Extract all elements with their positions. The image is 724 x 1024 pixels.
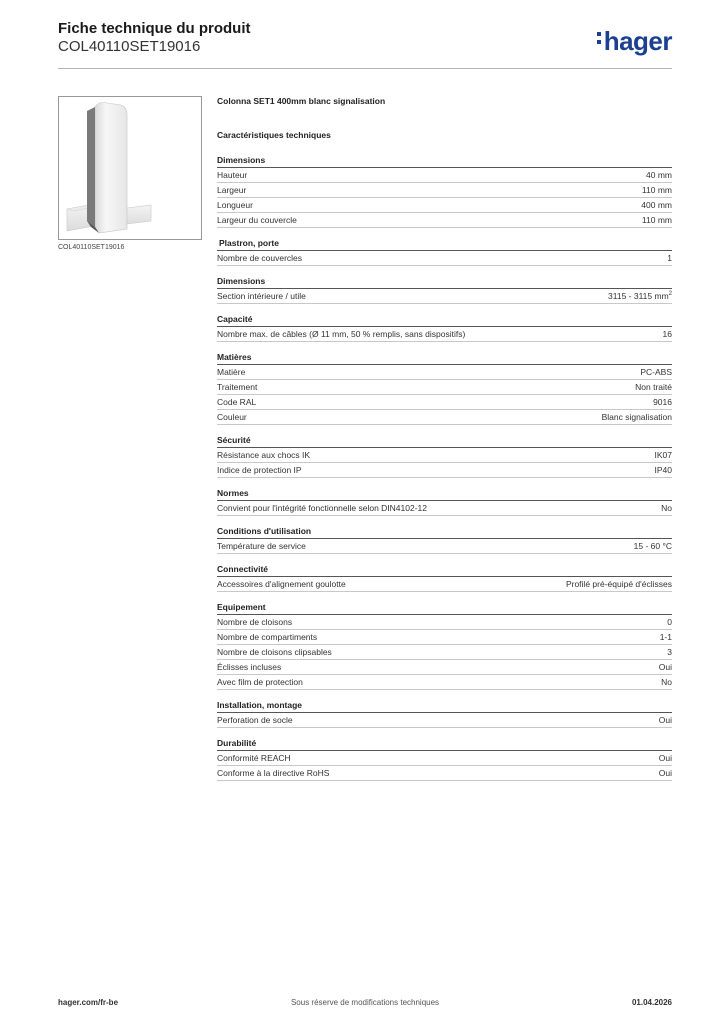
footer-website-link[interactable]: hager.com/fr-be (58, 998, 119, 1007)
spec-section (217, 313, 672, 342)
spec-label: Hauteur (217, 170, 248, 180)
spec-label: Section intérieure / utile (217, 291, 306, 301)
spec-label: Traitement (217, 382, 258, 392)
spec-label: Convient pour l'intégrité fonctionnelle selon DIN4102-12 (217, 503, 428, 513)
section-title: Conditions d'utilisation (217, 525, 672, 539)
spec-row (217, 213, 672, 228)
spec-row (217, 327, 672, 342)
spec-label: Éclisses incluses (217, 662, 282, 672)
spec-value: Oui (658, 715, 672, 725)
spec-value: Oui (658, 768, 672, 778)
spec-label: Nombre de cloisons (217, 617, 293, 627)
spec-label: Nombre max. de câbles (Ø 11 mm, 50 % remplis, sans dispositifs) (217, 329, 466, 339)
spec-value: 9016 (653, 397, 672, 407)
spec-row (217, 463, 672, 478)
spec-label: Température de service (217, 541, 306, 551)
spec-section (217, 487, 672, 516)
spec-row (217, 766, 672, 781)
spec-value: Oui (658, 662, 672, 672)
section-title: Durabilité (217, 737, 672, 751)
spec-label: Matière (217, 367, 246, 377)
spec-label: Nombre de compartiments (217, 632, 318, 642)
header-divider (58, 68, 672, 69)
spec-value: PC-ABS (640, 367, 672, 377)
spec-label: Largeur (217, 185, 247, 195)
spec-label: Accessoires d'alignement goulotte (217, 579, 346, 589)
spec-row (217, 501, 672, 516)
spec-row (217, 660, 672, 675)
spec-row (217, 380, 672, 395)
spec-row (217, 289, 672, 304)
spec-value: 40 mm (646, 170, 672, 180)
section-title: Capacité (217, 313, 672, 327)
footer-date: 01.04.2026 (631, 998, 672, 1007)
spec-value: 16 (662, 329, 672, 339)
logo-text: hager (603, 26, 672, 56)
spec-content (217, 96, 672, 790)
spec-value: 1 (667, 253, 672, 263)
spec-section (217, 434, 672, 478)
spec-label: Nombre de couvercles (217, 253, 303, 263)
spec-label: Longueur (217, 200, 253, 210)
spec-section (217, 737, 672, 781)
spec-value: 110 mm (641, 185, 672, 195)
spec-label: Résistance aux chocs IK (217, 450, 311, 460)
spec-row (217, 251, 672, 266)
spec-row (217, 168, 672, 183)
spec-row (217, 448, 672, 463)
spec-section (217, 601, 672, 690)
spec-value: 15 - 60 °C (633, 541, 672, 551)
spec-label: Conforme à la directive RoHS (217, 768, 330, 778)
section-title: Plastron, porte (217, 237, 672, 251)
spec-row (217, 410, 672, 425)
spec-label: Perforation de socle (217, 715, 293, 725)
spec-row (217, 198, 672, 213)
spec-value-unit-exponent: 2 (668, 291, 672, 298)
product-image (58, 96, 202, 240)
spec-value: Non traité (635, 382, 672, 392)
spec-label: Indice de protection IP (217, 465, 302, 475)
spec-value: No (661, 677, 672, 687)
spec-label: Nombre de cloisons clipsables (217, 647, 332, 657)
spec-value: 3 (667, 647, 672, 657)
spec-row (217, 365, 672, 380)
spec-value: 110 mm (641, 215, 672, 225)
section-title: Connectivité (217, 563, 672, 577)
spec-label: Couleur (217, 412, 247, 422)
spec-value-wrap (608, 289, 672, 303)
image-caption: COL40110SET19016 (58, 244, 125, 251)
spec-value: 3115 - 3115 mm (608, 291, 669, 301)
spec-row (217, 713, 672, 728)
spec-value: No (661, 503, 672, 513)
section-title: Dimensions (217, 154, 672, 168)
spec-value: 400 mm (641, 200, 672, 210)
spec-value: Blanc signalisation (601, 412, 672, 422)
spec-row (217, 615, 672, 630)
section-title: Normes (217, 487, 672, 501)
spec-value: Oui (658, 753, 672, 763)
spec-row (217, 645, 672, 660)
product-name: Colonna SET1 400mm blanc signalisation (217, 96, 386, 106)
spec-row (217, 183, 672, 198)
spec-value: IP40 (654, 465, 672, 475)
spec-row (217, 630, 672, 645)
spec-section (217, 351, 672, 425)
spec-section (217, 563, 672, 592)
hager-logo (597, 26, 672, 57)
spec-section (217, 275, 672, 304)
spec-label: Code RAL (217, 397, 257, 407)
section-title: Matières (217, 351, 672, 365)
footer-notice: Sous réserve de modifications techniques (290, 998, 440, 1007)
spec-row (217, 395, 672, 410)
spec-section (217, 699, 672, 728)
spec-row (217, 751, 672, 766)
spec-row (217, 577, 672, 592)
spec-row (217, 675, 672, 690)
section-title: Dimensions (217, 275, 672, 289)
spec-value: IK07 (654, 450, 672, 460)
section-heading: Caractéristiques techniques (217, 130, 331, 140)
spec-label: Conformité REACH (217, 753, 291, 763)
section-title: Equipement (217, 601, 672, 615)
logo-colon-icon (597, 26, 602, 48)
page-title: Fiche technique du produit (58, 20, 251, 37)
spec-label: Largeur du couvercle (217, 215, 297, 225)
spec-value: 0 (667, 617, 672, 627)
spec-value: Profilé pré-équipé d'éclisses (565, 579, 672, 589)
page-header (58, 20, 672, 68)
section-title: Installation, montage (217, 699, 672, 713)
spec-section (217, 154, 672, 228)
spec-label: Avec film de protection (217, 677, 303, 687)
spec-section (217, 525, 672, 554)
spec-row (217, 539, 672, 554)
spec-value: 1-1 (659, 632, 672, 642)
section-title: Sécurité (217, 434, 672, 448)
spec-section (217, 237, 672, 266)
product-code: COL40110SET19016 (58, 38, 201, 55)
cable-duct-icon (59, 97, 201, 239)
